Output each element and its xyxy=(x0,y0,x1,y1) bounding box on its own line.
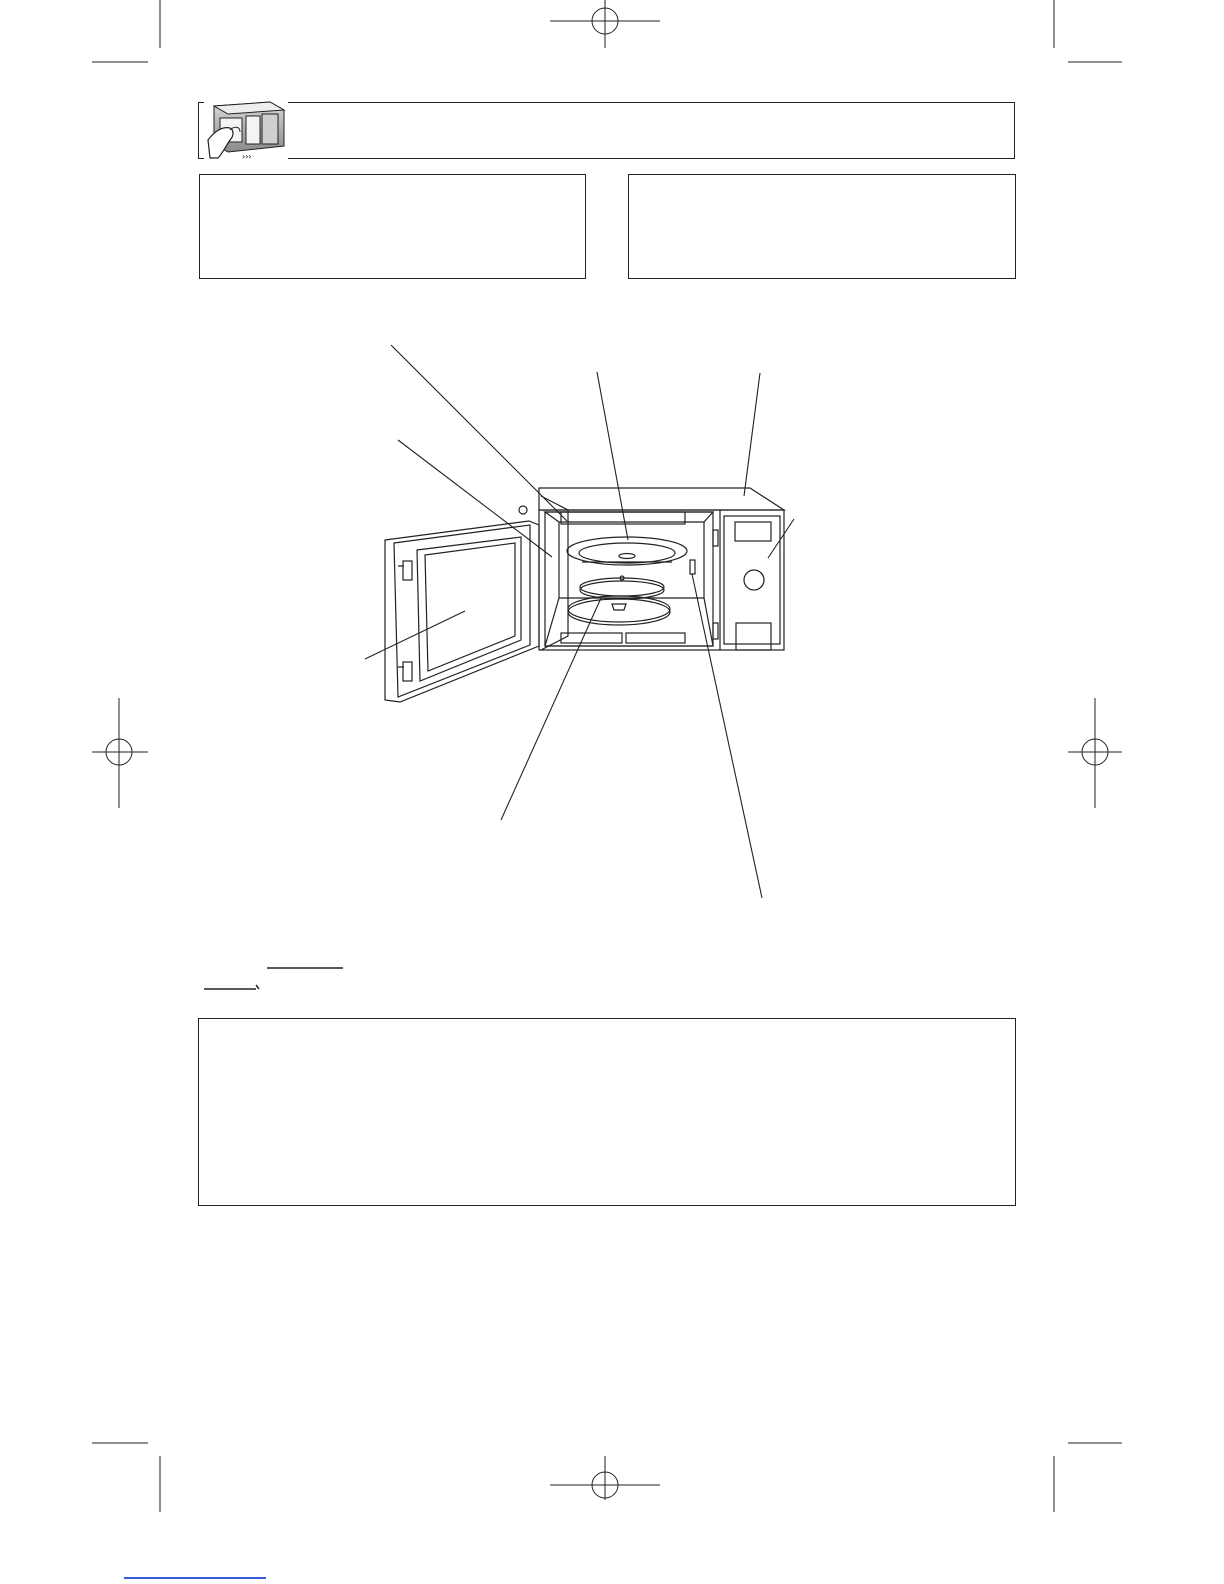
bottom-link-underline[interactable] xyxy=(124,1577,266,1579)
door xyxy=(385,521,539,702)
base-plate xyxy=(568,596,670,625)
notice-box xyxy=(198,1018,1016,1206)
glass-tray xyxy=(567,537,687,565)
leader-lines xyxy=(365,345,794,898)
svg-text:›››: ››› xyxy=(242,152,252,161)
